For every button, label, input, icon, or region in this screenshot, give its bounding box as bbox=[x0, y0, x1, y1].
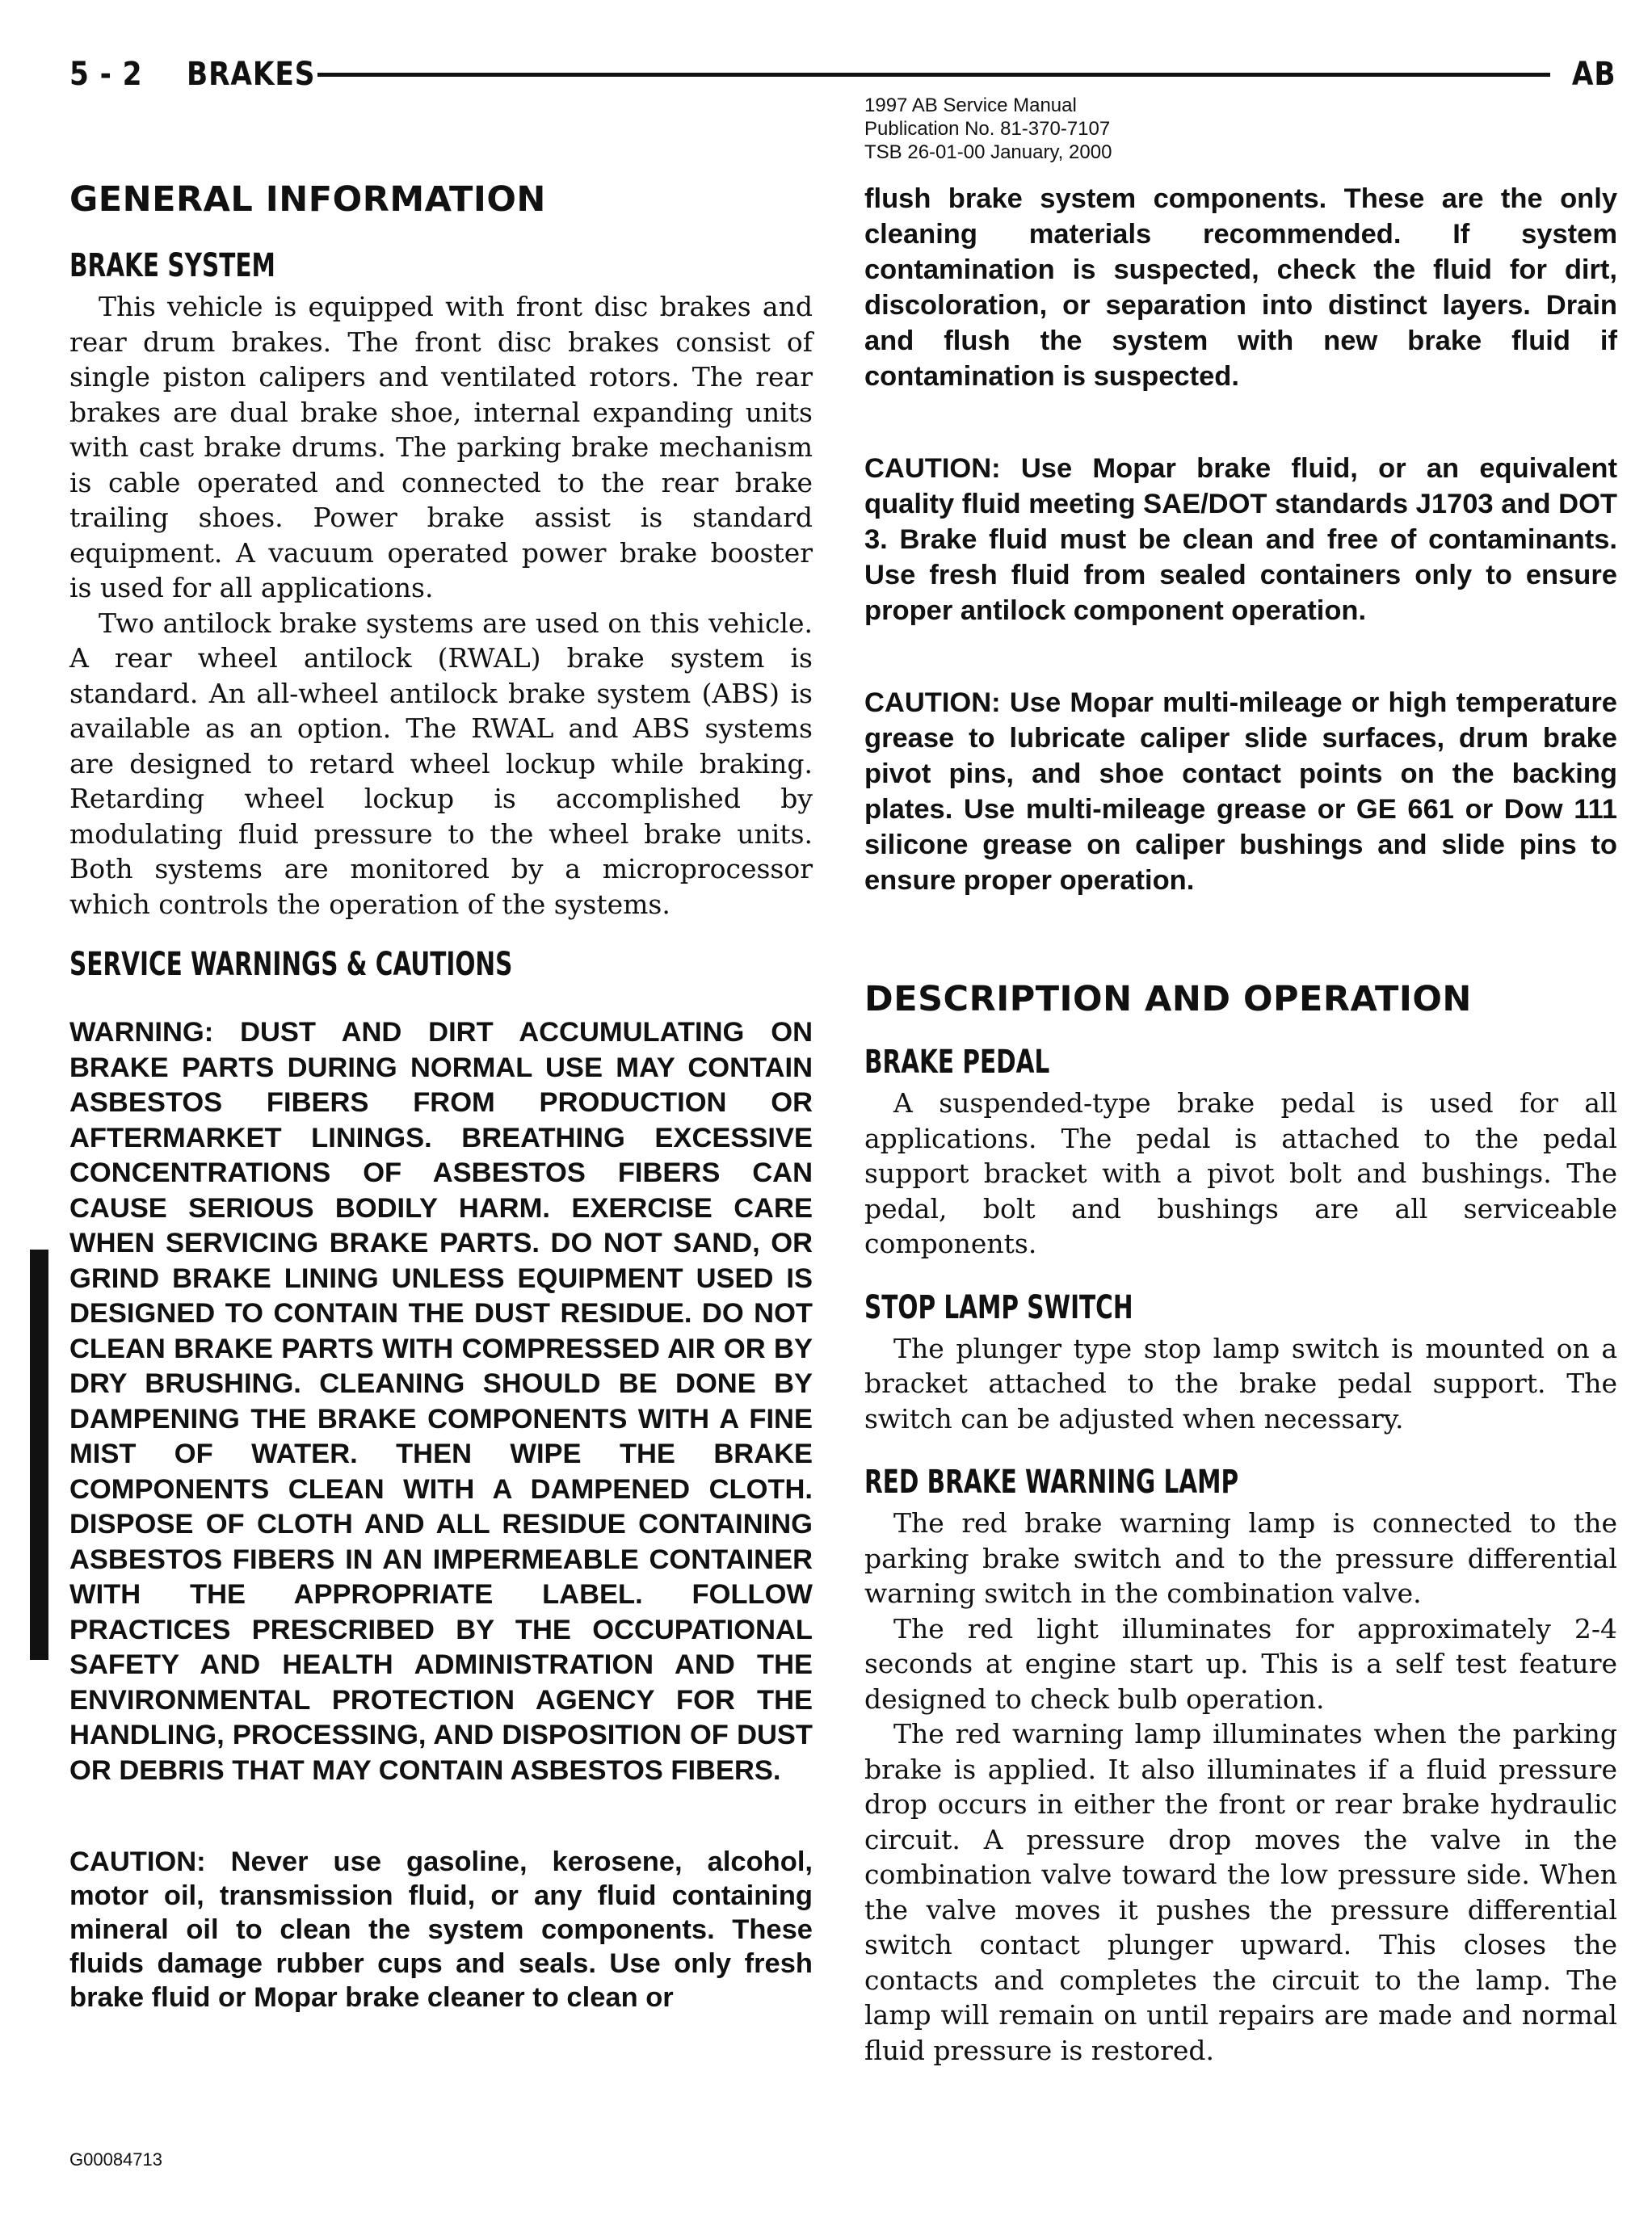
brake-pedal-heading: BRAKE PEDAL bbox=[864, 1044, 1050, 1081]
page-number: 5 - 2 bbox=[69, 56, 143, 93]
header-rule bbox=[317, 73, 1550, 77]
red-lamp-paragraph-3: The red warning lamp illuminates when the parking brake is applied. It also illuminates if a fluid pressure drop occurs in either the front or rear brake hydraulic circuit. A pressure drop moves the valve in the combination valve toward the low pressure side. When the valve moves it pushes the pressure differential switch contact plunger upward. This closes the contacts and completes the circuit to the lamp. The lamp will remain on until repairs are made and normal fluid pressure is restored. bbox=[864, 1718, 1617, 2066]
red-lamp-paragraph-1: The red brake warning lamp is connected to the parking brake switch and to the pressure differential warning switch in the combination valve. bbox=[864, 1507, 1617, 1609]
publication-line-3: TSB 26-01-00 January, 2000 bbox=[864, 141, 1112, 163]
red-brake-warning-lamp-heading: RED BRAKE WARNING LAMP bbox=[864, 1464, 1239, 1501]
general-information-heading: GENERAL INFORMATION bbox=[69, 179, 546, 220]
cleaning-caution: CAUTION: Never use gasoline, kerosene, alcohol, motor oil, transmission fluid, or any fluid containing mineral oil to clean the system components. These fluids damage rubber cups and seals. Use only fresh brake fluid or Mopar brake cleaner to clean or bbox=[69, 1846, 813, 2013]
description-operation-heading: DESCRIPTION AND OPERATION bbox=[864, 979, 1472, 1019]
brake-system-heading: BRAKE SYSTEM bbox=[69, 247, 275, 284]
brake-system-paragraph-2: Two antilock brake systems are used on this vehicle. A rear wheel antilock (RWAL) brake system is standard. An all-wheel antilock brake system (ABS) is available as an option. The RWAL and ABS systems are designed to retard wheel lockup while braking. Retarding wheel lockup is accomplished by modulating fluid pressure to the wheel brake units. Both systems are monitored by a microprocessor which controls the operation of the systems. bbox=[69, 607, 813, 920]
grease-caution: CAUTION: Use Mopar multi-mileage or high temperature grease to lubricate caliper slide surfaces, drum brake pivot pins, and shoe contact points on the backing plates. Use multi-mileage grease or GE 661 or Dow 111 silicone grease on caliper bushings and slide pins to ensure proper operation. bbox=[864, 687, 1617, 896]
section-title: BRAKES bbox=[187, 56, 316, 93]
change-bar bbox=[30, 1250, 48, 1660]
brake-system-paragraph-1: This vehicle is equipped with front disc brakes and rear drum brakes. The front disc brakes consist of single piston calipers and ventilated rotors. The rear brakes are dual brake shoe, internal expanding units with cast brake drums. The parking brake mechanism is cable operated and connected to the rear brake trailing shoes. Power brake assist is standard equipment. A vacuum operated power brake booster is used for all applications. bbox=[69, 291, 813, 603]
brake-pedal-paragraph: A suspended-type brake pedal is used for all applications. The pedal is attached to the pedal support bracket with a pivot bolt and bushings. The pedal, bolt and bushings are all serviceable components. bbox=[864, 1087, 1617, 1259]
publication-line-2: Publication No. 81-370-7107 bbox=[864, 118, 1111, 140]
red-lamp-paragraph-2: The red light illuminates for approximately 2-4 seconds at engine start up. This is a self test feature designed to check bulb operation. bbox=[864, 1612, 1617, 1715]
stop-lamp-switch-heading: STOP LAMP SWITCH bbox=[864, 1288, 1133, 1326]
page-header bbox=[69, 48, 1616, 100]
cleaning-caution-continued: flush brake system components. These are the only cleaning materials recommended. If system contamination is suspected, check the fluid for dirt, discoloration, or separation into distinct layers. Drain and flush the system with new brake fluid if contamination is suspected. bbox=[864, 183, 1617, 392]
model-code: AB bbox=[1571, 56, 1616, 93]
left-column bbox=[69, 179, 813, 2014]
document-id: G00084713 bbox=[69, 2149, 162, 2170]
brake-fluid-caution: CAUTION: Use Mopar brake fluid, or an equivalent quality fluid meeting SAE/DOT standards J1703 and DOT 3. Brake fluid must be clean and free of contaminants. Use fresh fluid from sealed containers only to ensure proper antilock component operation. bbox=[864, 453, 1617, 626]
right-column bbox=[864, 181, 1617, 2068]
publication-line-1: 1997 AB Service Manual bbox=[864, 95, 1077, 116]
stop-lamp-switch-paragraph: The plunger type stop lamp switch is mounted on a bracket attached to the brake pedal support. The switch can be adjusted when necessary. bbox=[864, 1332, 1617, 1435]
service-warnings-heading: SERVICE WARNINGS & CAUTIONS bbox=[69, 946, 513, 983]
asbestos-warning: WARNING: DUST AND DIRT ACCUMULATING ON BRAKE PARTS DURING NORMAL USE MAY CONTAIN ASBESTOS FIBERS FROM PRODUCTION OR AFTERMARKET LININGS. BREATHING EXCESSIVE CONCENTRATIONS OF ASBESTOS FIBERS CAN CAUSE SERIOUS BODILY HARM. EXERCISE CARE WHEN SERVICING BRAKE PARTS. DO NOT SAND, OR GRIND BRAKE LINING UNLESS EQUIPMENT USED IS DESIGNED TO CONTAIN THE DUST RESIDUE. DO NOT CLEAN BRAKE PARTS WITH COMPRESSED AIR OR BY DRY BRUSHING. CLEANING SHOULD BE DONE BY DAMPENING THE BRAKE COMPONENTS WITH A FINE MIST OF WATER. THEN WIPE THE BRAKE COMPONENTS CLEAN WITH A DAMPENED CLOTH. DISPOSE OF CLOTH AND ALL RESIDUE CONTAINING ASBESTOS FIBERS IN AN IMPERMEABLE CONTAINER WITH THE APPROPRIATE LABEL. FOLLOW PRACTICES PRESCRIBED BY THE OCCUPATIONAL SAFETY AND HEALTH ADMINISTRATION AND THE ENVIRONMENTAL PROTECTION AGENCY FOR THE HANDLING, PROCESSING, AND DISPOSITION OF DUST OR DEBRIS THAT MAY CONTAIN ASBESTOS FIBERS. bbox=[69, 1017, 813, 1786]
publication-info bbox=[864, 94, 1112, 164]
